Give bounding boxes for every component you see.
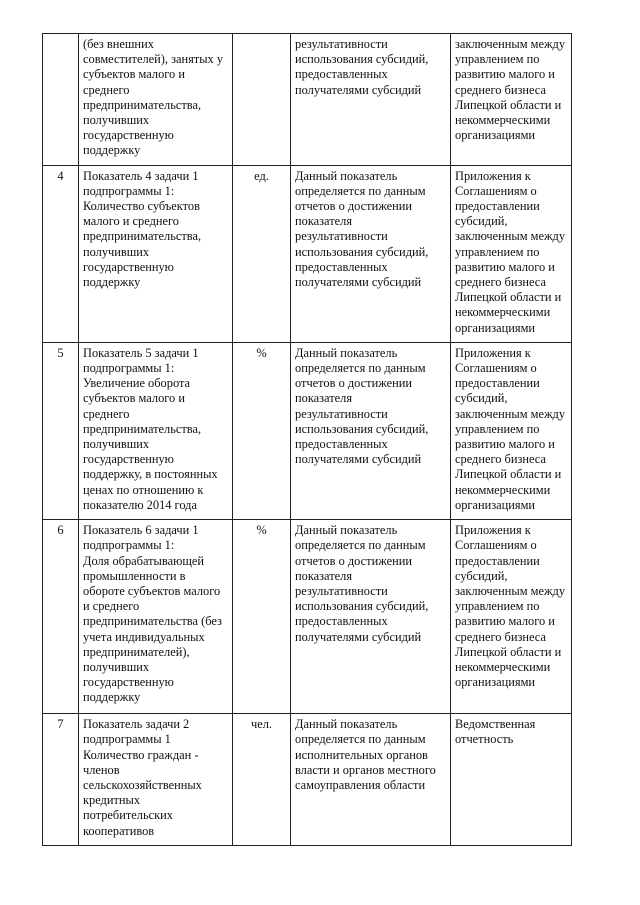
indicator-cell: Показатель 5 задачи 1 подпрограммы 1: Увеличение оборота субъектов малого и среднего предпринимательства, получивших государственную поддержку, в постоянных ценах по отношению к показателю 2014 года: [79, 342, 233, 519]
unit-cell: ед.: [233, 165, 291, 342]
indicator-cell: Показатель 4 задачи 1 подпрограммы 1: Количество субъектов малого и среднего предпринимательства, получивших государственную поддержку: [79, 165, 233, 342]
row-number-cell: 7: [43, 714, 79, 846]
definition-cell: Данный показатель определяется по данным отчетов о достижении показателя результативности использования субсидий, предоставленных получателями субсидий: [291, 520, 451, 714]
row-number-cell: 5: [43, 342, 79, 519]
row-number-cell: [43, 34, 79, 166]
definition-cell: результативности использования субсидий, предоставленных получателями субсидий: [291, 34, 451, 166]
row-number-cell: 6: [43, 520, 79, 714]
indicator-cell: (без внешних совместителей), занятых у субъектов малого и среднего предпринимательства, получивших государственную поддержку: [79, 34, 233, 166]
source-cell: Приложения к Соглашениям о предоставлении субсидий, заключенным между управлением по развитию малого и среднего бизнеса Липецкой области и некоммерческими организациями: [451, 342, 572, 519]
source-cell: Приложения к Соглашениям о предоставлении субсидий, заключенным между управлением по развитию малого и среднего бизнеса Липецкой области и некоммерческими организациями: [451, 165, 572, 342]
indicators-table: [42, 33, 572, 846]
table-row: [43, 520, 572, 714]
unit-cell: %: [233, 342, 291, 519]
unit-cell: %: [233, 520, 291, 714]
row-number-cell: 4: [43, 165, 79, 342]
source-cell: Ведомственная отчетность: [451, 714, 572, 846]
indicator-cell: Показатель 6 задачи 1 подпрограммы 1: Доля обрабатывающей промышленности в обороте субъектов малого и среднего предпринимательства (без учета индивидуальных предпринимателей), получивших государственную поддержку: [79, 520, 233, 714]
table-row: [43, 342, 572, 519]
table-row: [43, 165, 572, 342]
unit-cell: [233, 34, 291, 166]
indicator-cell: Показатель задачи 2 подпрограммы 1 Количество граждан - членов сельскохозяйственных кредитных потребительских кооперативов: [79, 714, 233, 846]
definition-cell: Данный показатель определяется по данным исполнительных органов власти и органов местного самоуправления области: [291, 714, 451, 846]
unit-cell: чел.: [233, 714, 291, 846]
table-row: [43, 714, 572, 846]
source-cell: заключенным между управлением по развитию малого и среднего бизнеса Липецкой области и некоммерческими организациями: [451, 34, 572, 166]
definition-cell: Данный показатель определяется по данным отчетов о достижении показателя результативности использования субсидий, предоставленных получателями субсидий: [291, 165, 451, 342]
source-cell: Приложения к Соглашениям о предоставлении субсидий, заключенным между управлением по развитию малого и среднего бизнеса Липецкой области и некоммерческими организациями: [451, 520, 572, 714]
table-row: [43, 34, 572, 166]
definition-cell: Данный показатель определяется по данным отчетов о достижении показателя результативности использования субсидий, предоставленных получателями субсидий: [291, 342, 451, 519]
